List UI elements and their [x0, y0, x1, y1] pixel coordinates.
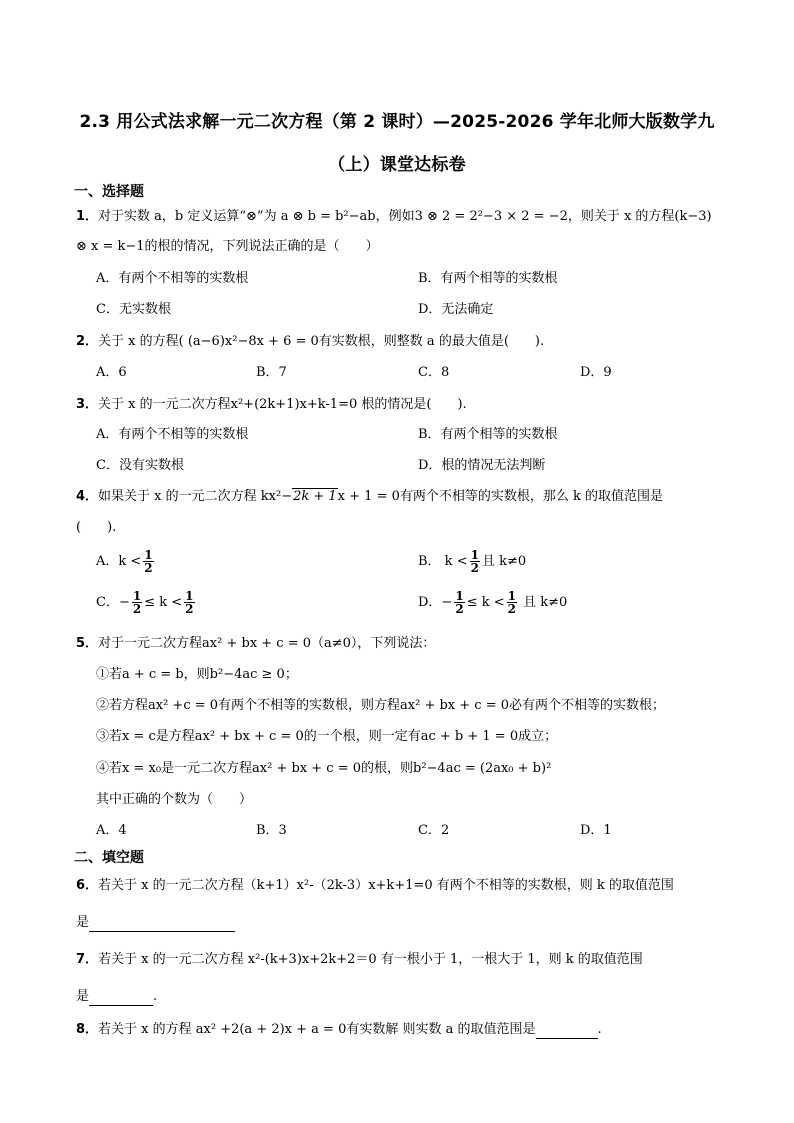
question-2-option-c: C．8	[418, 365, 450, 380]
question-1-option-a: A．有两个不相等的实数根	[96, 271, 249, 286]
fraction	[184, 590, 194, 615]
document-title-line-2: （上）课堂达标卷	[328, 155, 466, 175]
section-heading-choice: 一、选择题	[74, 184, 144, 200]
question-1-option-d: D．无法确定	[418, 302, 494, 317]
question-2-option-b: B．7	[256, 365, 287, 380]
question-1-option-c: C．无实数根	[96, 302, 171, 317]
document-title-line-1: 2.3 用公式法求解一元二次方程（第 2 课时）—2025-2026 学年北师大版数学九	[79, 112, 715, 132]
question-number: 2．	[76, 334, 99, 349]
question-3-option-b: B．有两个相等的实数根	[418, 427, 558, 442]
question-text: 对于实数 a，b 定义运算“⊗”为 a ⊗ b = b²−ab，例如3 ⊗ 2 = 2²−3 × 2 = −2，则关于 x 的方程(k−3)	[98, 209, 712, 224]
question-number: 8．	[76, 1022, 99, 1037]
fraction	[454, 590, 464, 615]
question-text: 对于一元二次方程ax² + bx + c = 0（a≠0），下列说法：	[98, 636, 436, 651]
fraction-numerator: 1	[144, 548, 153, 562]
question-number: 4．	[76, 489, 99, 504]
question-number: 1．	[76, 209, 99, 224]
question-text: 关于 x 的方程( (a−6)x²−8x + 6 = 0有实数根，则整数 a 的最大值是( ).	[98, 334, 545, 349]
question-5-ask: 其中正确的个数为（ ）	[96, 792, 253, 807]
question-4-option-c	[96, 590, 197, 615]
question-5-statement-4: ④若x = x₀是一元二次方程ax² + bx + c = 0的根，则b²−4ac = (2ax₀ + b)²	[96, 761, 552, 776]
question-number: 6．	[76, 878, 99, 893]
question-text: 若关于 x 的一元二次方程（k+1）x²-（2k-3）x+k+1=0 有两个不相等的实数根，则 k 的取值范围	[98, 878, 674, 893]
question-5-option-a: A．4	[96, 823, 127, 838]
answer-blank[interactable]	[89, 991, 153, 1006]
question-text: 是	[76, 915, 90, 930]
option-text: B． k <	[418, 554, 468, 569]
answer-blank[interactable]	[536, 1024, 598, 1039]
fraction-denominator: 2	[470, 561, 479, 575]
question-3-line-1	[76, 396, 467, 414]
option-text: A．k <	[96, 554, 142, 569]
question-5-statement-2: ②若方程ax² +c = 0有两个不相等的实数根，则方程ax² + bx + c = 0必有两个不相等的实数根；	[96, 698, 665, 713]
question-4-option-b	[418, 549, 526, 574]
question-6-line-1	[76, 877, 674, 895]
question-8-line-1	[76, 1021, 602, 1039]
question-text-cont: x + 1 = 0有两个不相等的实数根，那么 k 的取值范围是	[337, 489, 664, 504]
fraction-numerator: 1	[470, 548, 479, 562]
question-number: 3．	[76, 397, 99, 412]
question-5-statement-1: ①若a + c = b，则b²−4ac ≥ 0；	[96, 667, 298, 682]
question-3-option-a: A．有两个不相等的实数根	[96, 427, 249, 442]
option-text: D．−	[418, 595, 453, 610]
question-text-end: .	[153, 989, 158, 1004]
question-number: 5．	[76, 636, 99, 651]
question-7-line-2	[76, 988, 157, 1006]
fraction-denominator: 2	[132, 602, 142, 616]
question-5-statement-3: ③若x = c是方程ax² + bx + c = 0的一个根，则一定有ac + b + 1 = 0成立；	[96, 729, 558, 744]
fraction-denominator: 2	[185, 602, 194, 616]
fraction-numerator: 1	[455, 589, 464, 603]
fraction-numerator: 1	[507, 589, 516, 603]
question-text: 是	[76, 989, 90, 1004]
question-5-line-1	[76, 635, 435, 653]
fraction-numerator: 1	[132, 589, 142, 603]
fraction	[507, 590, 517, 615]
sqrt-expression: 2k + 1	[293, 489, 337, 504]
fraction	[143, 549, 153, 574]
question-5-option-c: C．2	[418, 823, 450, 838]
question-3-option-c: C．没有实数根	[96, 458, 184, 473]
question-4-option-d	[418, 590, 567, 615]
question-3-option-d: D．根的情况无法判断	[418, 458, 546, 473]
question-6-line-2	[76, 914, 235, 932]
question-2-line-1	[76, 333, 544, 351]
option-text-mid: ≤ k <	[466, 595, 505, 610]
question-text: 如果关于 x 的一元二次方程 kx²−	[98, 489, 293, 504]
question-5-option-d: D．1	[580, 823, 612, 838]
option-text-mid: ≤ k <	[144, 595, 183, 610]
question-4-line-2: ( ).	[76, 520, 117, 535]
question-text-end: .	[597, 1022, 602, 1037]
question-number: 7．	[76, 952, 99, 967]
question-7-line-1	[76, 951, 643, 969]
question-text: 若关于 x 的方程 ax² +2(a + 2)x + a = 0有实数解 则实数 a 的取值范围是	[98, 1022, 536, 1037]
fraction	[470, 549, 480, 574]
question-text: 关于 x 的一元二次方程x²+(2k+1)x+k-1=0 根的情况是( ).	[98, 397, 467, 412]
question-4-option-a	[96, 549, 156, 574]
question-1-option-b: B．有两个相等的实数根	[418, 271, 558, 286]
question-5-option-b: B．3	[256, 823, 287, 838]
question-2-option-d: D．9	[580, 365, 612, 380]
question-1-line-1	[76, 208, 712, 226]
question-text: 若关于 x 的一元二次方程 x²-(k+3)x+2k+2＝0 有一根小于 1，一根大于 1，则 k 的取值范围	[98, 952, 643, 967]
fraction-numerator: 1	[185, 589, 194, 603]
question-1-line-2: ⊗ x = k−1的根的情况，下列说法正确的是（ ）	[76, 239, 379, 254]
fraction-denominator: 2	[455, 602, 464, 616]
answer-blank[interactable]	[89, 917, 235, 932]
option-suffix: 且 k≠0	[518, 595, 568, 610]
option-suffix: 且 k≠0	[481, 554, 527, 569]
fraction-denominator: 2	[144, 561, 153, 575]
question-4-line-1	[76, 488, 663, 506]
fraction-denominator: 2	[507, 602, 516, 616]
option-text: C．−	[96, 595, 130, 610]
section-heading-fill: 二、填空题	[74, 850, 144, 866]
question-2-option-a: A．6	[96, 365, 127, 380]
fraction	[132, 590, 142, 615]
